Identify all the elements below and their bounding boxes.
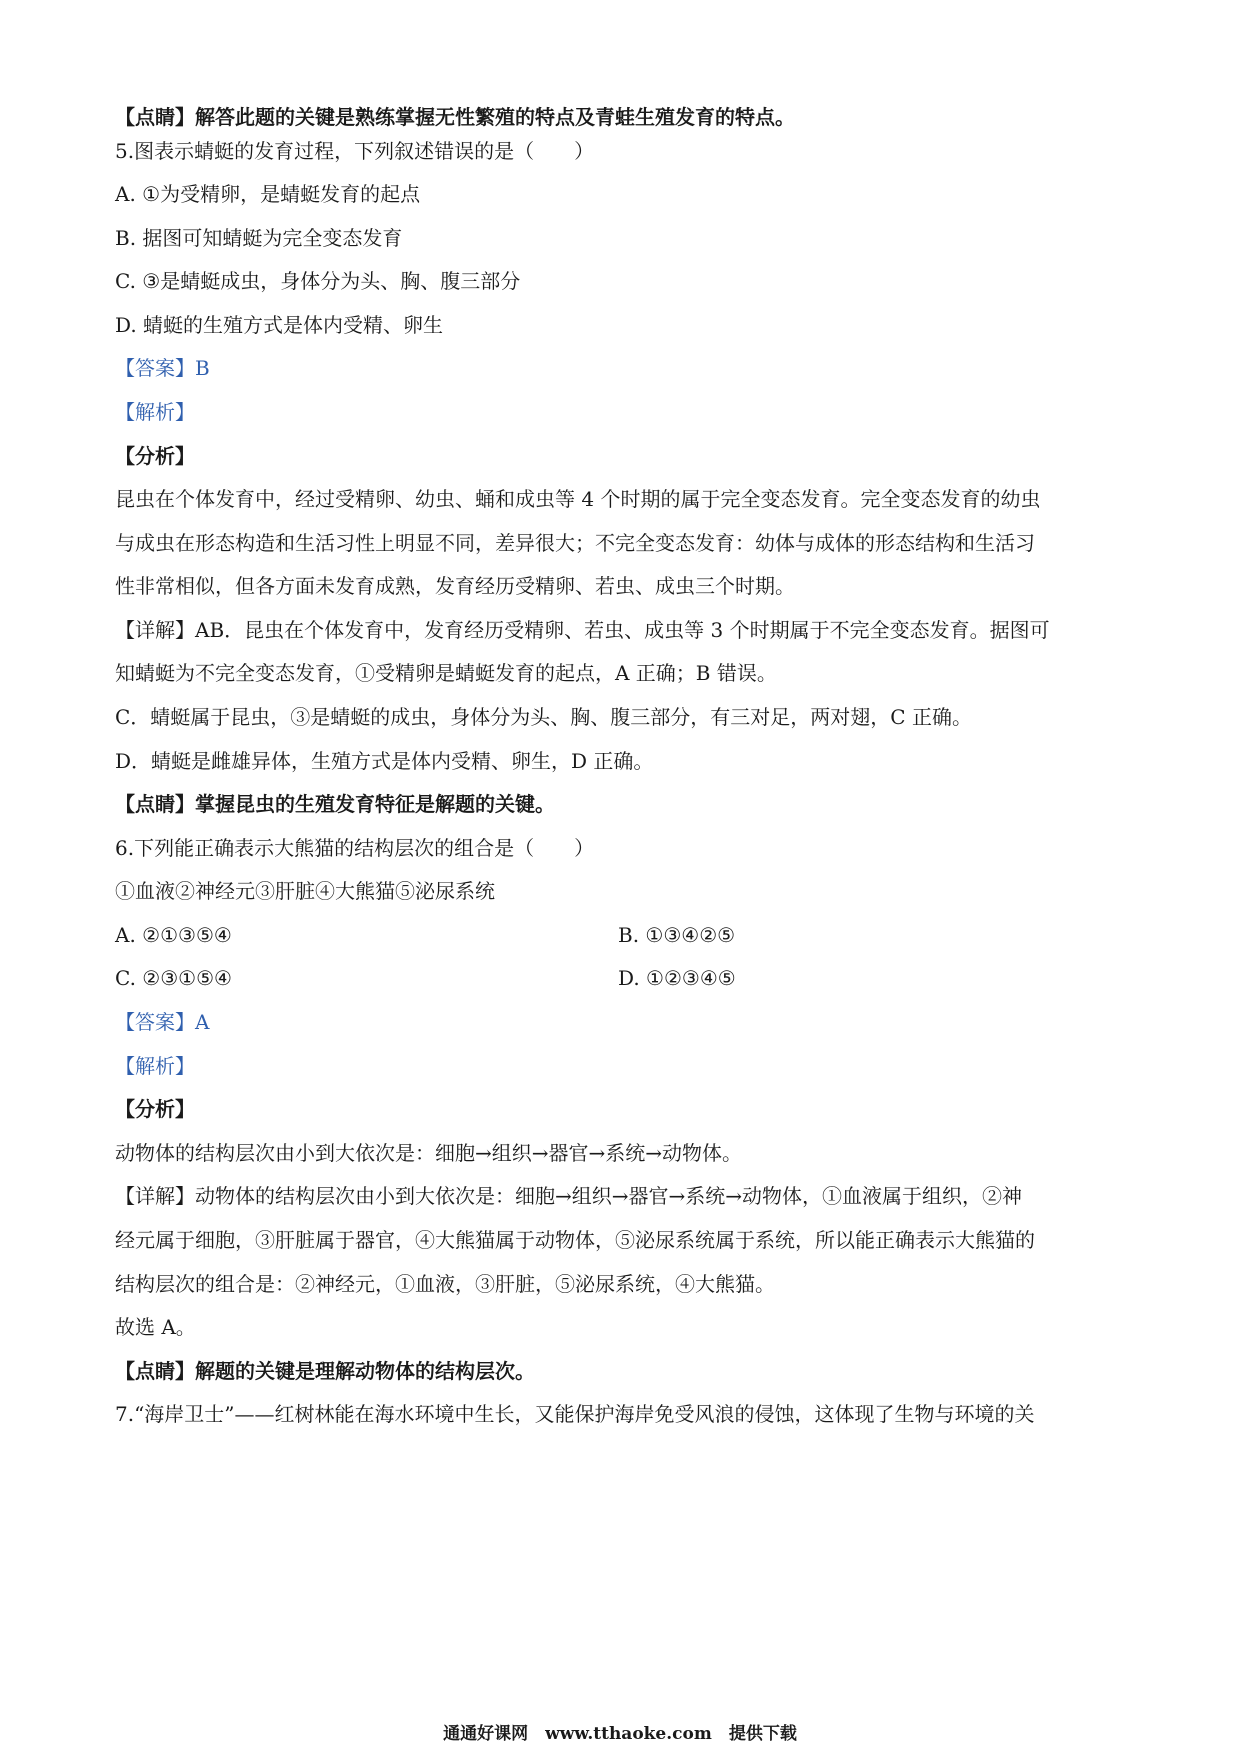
page-footer: 通通好课网 www.tthaoke.com 提供下载 bbox=[443, 1724, 797, 1744]
question-6-option-a: A. ②①③⑤④ bbox=[115, 923, 232, 947]
analysis-6-label: 【解析】 bbox=[115, 1054, 195, 1078]
detail-6-text-1: 【详解】动物体的结构层次由小到大依次是：细胞→组织→器官→系统→动物体，①血液属于组织，②神 bbox=[115, 1184, 1023, 1208]
analysis-5-heading: 【分析】 bbox=[115, 444, 195, 468]
analysis-6-text: 动物体的结构层次由小到大依次是：细胞→组织→器官→系统→动物体。 bbox=[115, 1141, 743, 1165]
question-5-option-a: A. ①为受精卵，是蜻蜓发育的起点 bbox=[115, 182, 421, 206]
detail-6-text-2: 经元属于细胞，③肝脏属于器官，④大熊猫属于动物体，⑤泌尿系统属于系统，所以能正确表示大熊猫的 bbox=[115, 1228, 1035, 1252]
question-6-option-b: B. ①③④②⑤ bbox=[618, 923, 736, 947]
question-6-items: ①血液②神经元③肝脏④大熊猫⑤泌尿系统 bbox=[115, 879, 495, 903]
question-6-option-d: D. ①②③④⑤ bbox=[618, 966, 736, 990]
conclusion-6: 故选 A。 bbox=[115, 1315, 196, 1339]
remark-q4: 【点睛】解答此题的关键是熟练掌握无性繁殖的特点及青蛙生殖发育的特点。 bbox=[115, 105, 795, 129]
detail-5-text-1: 【详解】AB．昆虫在个体发育中，发育经历受精卵、若虫、成虫等 3 个时期属于不完全变态发育。据图可 bbox=[115, 618, 1050, 642]
analysis-6-heading: 【分析】 bbox=[115, 1097, 195, 1121]
detail-6-text-3: 结构层次的组合是：②神经元，①血液，③肝脏，⑤泌尿系统，④大熊猫。 bbox=[115, 1272, 775, 1296]
question-6-option-c: C. ②③①⑤④ bbox=[115, 966, 232, 990]
analysis-5-text-2: 与成虫在形态构造和生活习性上明显不同，差异很大；不完全变态发育：幼体与成体的形态结构和生活习 bbox=[115, 531, 1035, 555]
answer-5-label: 【答案】B bbox=[115, 356, 210, 380]
remark-q5: 【点睛】掌握昆虫的生殖发育特征是解题的关键。 bbox=[115, 792, 555, 816]
question-5-stem: 5.图表示蜻蜓的发育过程，下列叙述错误的是（ ） bbox=[115, 139, 595, 163]
detail-5-text-3: C．蜻蜓属于昆虫，③是蜻蜓的成虫，身体分为头、胸、腹三部分，有三对足，两对翅，C 正确。 bbox=[115, 705, 972, 729]
detail-5-text-4: D．蜻蜓是雌雄异体，生殖方式是体内受精、卵生，D 正确。 bbox=[115, 749, 654, 773]
answer-6-label: 【答案】A bbox=[115, 1010, 210, 1034]
detail-5-text-2: 知蜻蜓为不完全变态发育，①受精卵是蜻蜓发育的起点，A 正确；B 错误。 bbox=[115, 661, 777, 685]
question-5-option-d: D. 蜻蜓的生殖方式是体内受精、卵生 bbox=[115, 313, 444, 337]
analysis-5-label: 【解析】 bbox=[115, 400, 195, 424]
analysis-5-text-1: 昆虫在个体发育中，经过受精卵、幼虫、蛹和成虫等 4 个时期的属于完全变态发育。完全变态发育的幼虫 bbox=[115, 487, 1041, 511]
question-7-stem: 7.“海岸卫士”——红树林能在海水环境中生长，又能保护海岸免受风浪的侵蚀，这体现了生物与环境的关 bbox=[115, 1402, 1035, 1426]
question-5-option-c: C. ③是蜻蜓成虫，身体分为头、胸、腹三部分 bbox=[115, 269, 521, 293]
question-5-option-b: B. 据图可知蜻蜓为完全变态发育 bbox=[115, 226, 403, 250]
analysis-5-text-3: 性非常相似，但各方面未发育成熟，发育经历受精卵、若虫、成虫三个时期。 bbox=[115, 574, 795, 598]
remark-q6: 【点睛】解题的关键是理解动物体的结构层次。 bbox=[115, 1359, 535, 1383]
question-6-stem: 6.下列能正确表示大熊猫的结构层次的组合是（ ） bbox=[115, 836, 595, 860]
